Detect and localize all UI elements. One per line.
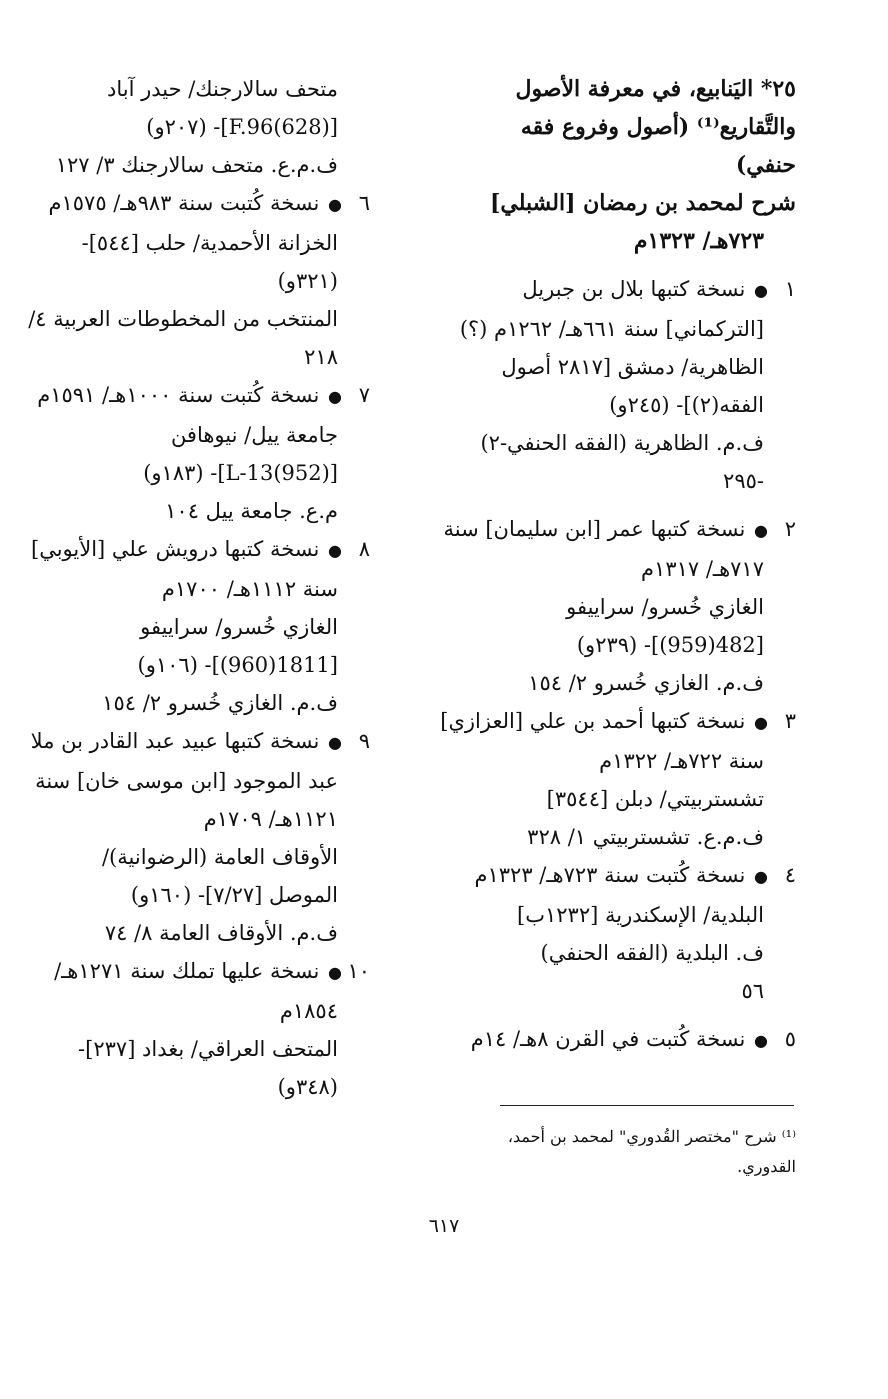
copy-line: [L-13(952)]- (١٨٣و) [143, 461, 338, 485]
copy-line: الغازي خُسرو/ سراييفو [140, 615, 338, 639]
entry-title-line: ٢٥* اليَنابيع، في معرفة الأصول [515, 76, 796, 102]
copy-line: الأوقاف العامة (الرضوانية)/ [101, 845, 338, 869]
copy-number: ١٠ [347, 959, 370, 983]
manuscript-copy [37, 376, 370, 530]
copy-line: [التركماني] سنة ٦٦١هـ/ ١٢٦٢م (؟) [459, 317, 764, 341]
copy-line: ١٨٥٤م [279, 999, 338, 1023]
copy-line: (٣٤٨و) [277, 1075, 338, 1099]
manuscript-copy [50, 952, 370, 1106]
manuscript-copy [446, 270, 796, 500]
catalog-reference: ف.م. الغازي خُسرو ٢/ ١٥٤ [102, 691, 338, 715]
manuscript-copy [440, 702, 796, 856]
copy-number: ٢ [784, 517, 796, 541]
copy-line: (٣٢١و) [277, 269, 338, 293]
copy-line: نسخة كتبها بلال بن جبريل [522, 277, 746, 301]
manuscript-copy [30, 722, 370, 952]
manuscript-copy [446, 1020, 796, 1060]
catalog-reference: -٢٩٥ [723, 469, 764, 493]
bullet-icon: ● [328, 195, 342, 214]
bullet-icon: ● [328, 541, 342, 560]
copy-number: ٣ [784, 709, 796, 733]
copy-number: ٤ [784, 863, 796, 887]
author-line: ٧٢٣هـ/ ١٣٢٣م [633, 228, 764, 254]
copy-number: ٧ [358, 383, 370, 407]
copy-line: [(628)F.96]- (٢٠٧و) [146, 115, 338, 139]
copy-number: ٦ [358, 191, 370, 215]
copy-line: نسخة عليها تملك سنة ١٢٧١هـ/ [54, 959, 320, 983]
catalog-reference: ف. البلدية (الفقه الحنفي) [540, 941, 764, 965]
copy-line: سنة ١١١٢هـ/ ١٧٠٠م [161, 577, 338, 601]
copy-line: جامعة ييل/ نيوهافن [170, 423, 338, 447]
right-column [440, 70, 796, 1060]
manuscript-copy [446, 856, 796, 1010]
copy-line: نسخة كتبها أحمد بن علي [العزازي] [440, 709, 746, 733]
copy-line: نسخة كُتبت سنة ٩٨٣هـ/ ١٥٧٥م [48, 191, 320, 215]
bullet-icon: ● [754, 281, 768, 300]
bullet-icon: ● [328, 387, 342, 406]
copy-number: ٥ [784, 1027, 796, 1051]
footnote-line: القدوري. [737, 1157, 796, 1176]
copy-line: الخزانة الأحمدية/ حلب [٥٤٤]- [81, 231, 338, 255]
catalog-reference: م.ع. جامعة ييل ١٠٤ [165, 499, 338, 523]
copy-line: نسخة كُتبت في القرن ٨هـ/ ١٤م [470, 1027, 746, 1051]
copy-line: ١١٢١هـ/ ١٧٠٩م [203, 807, 338, 831]
entry-title-line: والتَّقاريع⁽¹⁾ (أصول وفروع فقه [520, 114, 796, 140]
copy-number: ٨ [358, 537, 370, 561]
bullet-icon: ● [328, 963, 342, 982]
left-column [28, 70, 370, 1106]
copy-line: الظاهرية/ دمشق [٢٨١٧ أصول [501, 355, 764, 379]
entry-title [446, 70, 796, 184]
catalog-reference: المنتخب من المخطوطات العربية ٤/ [28, 307, 338, 331]
bullet-icon: ● [754, 713, 768, 732]
manuscript-copy [28, 184, 370, 376]
bullet-icon: ● [328, 733, 342, 752]
copy-line: الموصل [٧/٢٧]- (١٦٠و) [130, 883, 338, 907]
catalog-reference: ٢١٨ [304, 345, 338, 369]
manuscript-copy [443, 510, 796, 702]
copy-line: نسخة كتبها عبيد عبد القادر بن ملا [30, 729, 320, 753]
footnote-line: ⁽¹⁾ شرح "مختصر القُدوري" لمحمد بن أحمد، [507, 1127, 796, 1146]
bullet-icon: ● [754, 867, 768, 886]
catalog-reference: ف.م. الغازي خُسرو ٢/ ١٥٤ [528, 671, 764, 695]
copy-line: المتحف العراقي/ بغداد [٢٣٧]- [78, 1037, 338, 1061]
copy-line: ٧١٧هـ/ ١٣١٧م [641, 557, 764, 581]
footnote [446, 1122, 796, 1182]
catalog-reference: ف.م. الأوقاف العامة ٨/ ٧٤ [104, 921, 338, 945]
copy-line: عبد الموجود [ابن موسى خان] سنة [35, 769, 338, 793]
copy-line: الغازي خُسرو/ سراييفو [566, 595, 764, 619]
copy-line: نسخة كُتبت سنة ٧٢٣هـ/ ١٣٢٣م [474, 863, 746, 887]
copy-number: ١ [784, 277, 796, 301]
copy-line: [1811(960)]- (١٠٦و) [137, 653, 338, 677]
page-number: ٦١٧ [428, 1215, 460, 1237]
copy-line: البلدية/ الإسكندرية [١٢٣٢ب] [517, 903, 764, 927]
catalog-reference: ف.م. الظاهرية (الفقه الحنفي-٢) [480, 431, 764, 455]
copy-line: نسخة كتبها عمر [ابن سليمان] سنة [443, 517, 746, 541]
copy-line: سنة ٧٢٢هـ/ ١٣٢٢م [599, 749, 764, 773]
copy-number: ٩ [358, 729, 370, 753]
footnote-divider [500, 1105, 794, 1106]
copy-line: متحف سالارجنك/ حيدر آباد [106, 77, 338, 101]
copy-line: الفقه(٢)]- (٢٤٥و) [609, 393, 764, 417]
copy-line: [482(959)]- (٢٣٩و) [576, 633, 764, 657]
bullet-icon: ● [754, 521, 768, 540]
copy-line: نسخة كُتبت سنة ١٠٠٠هـ/ ١٥٩١م [37, 383, 320, 407]
bullet-icon: ● [754, 1031, 768, 1050]
copy-line: نسخة كتبها درويش علي [الأيوبي] [31, 537, 320, 561]
catalog-reference: ف.م.ع. تشستربيتي ١/ ٣٢٨ [527, 825, 764, 849]
manuscript-copy [31, 530, 370, 722]
catalog-reference: ٥٦ [741, 979, 764, 1003]
catalog-reference: ف.م.ع. متحف سالارجنك ٣/ ١٢٧ [55, 153, 338, 177]
entry-title-line: حنفي) [735, 152, 796, 178]
copy-line: تشستربيتي/ دبلن [٣٥٤٤] [546, 787, 764, 811]
author-line: شرح لمحمد بن رمضان [الشبلي] [489, 190, 796, 216]
